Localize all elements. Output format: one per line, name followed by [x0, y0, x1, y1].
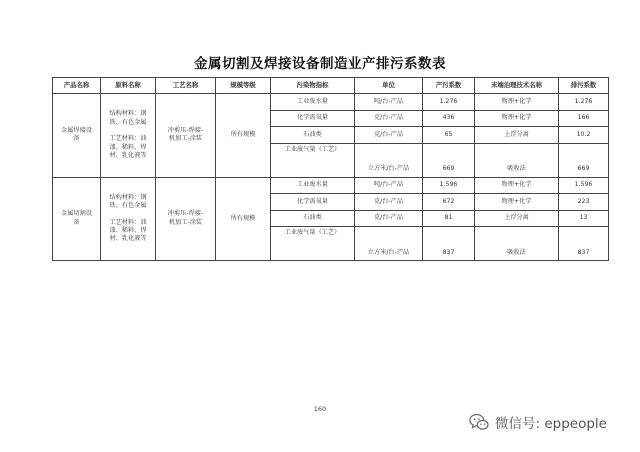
pollutant-cell: 工业废水量 [271, 94, 355, 111]
unit-cell: 克/台-产品 [355, 210, 423, 227]
unit-cell: 克/台-产品 [355, 127, 423, 144]
treatment-cell: 上浮分离 [475, 210, 559, 227]
watermark-text: 微信号: eppeople [495, 416, 607, 432]
emit-coef-cell: 13 [559, 210, 609, 227]
emit-coef-cell: 10.2 [559, 127, 609, 144]
produce-coef-cell: 81 [423, 210, 475, 227]
header-material: 原料名称 [101, 78, 156, 94]
scale-cell: 所有规模 [216, 177, 271, 261]
material-cell: 结构材料：钢 铁、有色金属 工艺材料：油 漆、稀料、焊 材、乳化液等 [101, 177, 156, 261]
header-unit: 单位 [355, 78, 423, 94]
unit-cell: 立方米/台-产品 [355, 227, 423, 261]
produce-coef-cell: 1.596 [423, 177, 475, 194]
treatment-cell: 物理+化学 [475, 110, 559, 127]
unit-cell: 吨/台-产品 [355, 94, 423, 111]
treatment-cell: 上浮分离 [475, 127, 559, 144]
pollutant-cell: 化学需氧量 [271, 110, 355, 127]
emit-coef-cell: 669 [559, 143, 609, 177]
product-cell: 金属焊接设 备 [53, 94, 101, 178]
treatment-cell: 吸收法 [475, 227, 559, 261]
page-number: 160 [313, 405, 327, 413]
produce-coef-cell: 1.276 [423, 94, 475, 111]
emit-coef-cell: 166 [559, 110, 609, 127]
scale-cell: 所有规模 [216, 94, 271, 178]
emit-coef-cell: 837 [559, 227, 609, 261]
emit-coef-cell: 223 [559, 194, 609, 211]
treatment-cell: 物理+化学 [475, 194, 559, 211]
emit-coef-cell: 1.596 [559, 177, 609, 194]
pollutant-cell: 工业废气量（工艺） [271, 227, 355, 261]
header-produce-coef: 产污系数 [423, 78, 475, 94]
pollutant-cell: 石油类 [271, 210, 355, 227]
emit-coef-cell: 1.276 [559, 94, 609, 111]
treatment-cell: 物理+化学 [475, 177, 559, 194]
table-row [53, 94, 609, 111]
header-treatment: 末端治理技术名称 [475, 78, 559, 94]
treatment-cell: 吸收法 [475, 143, 559, 177]
produce-coef-cell: 669 [423, 143, 475, 177]
unit-cell: 立方米/台-产品 [355, 143, 423, 177]
header-pollutant: 污染物指标 [271, 78, 355, 94]
treatment-cell: 物理+化学 [475, 94, 559, 111]
header-row [53, 78, 609, 94]
pollutant-cell: 化学需氧量 [271, 194, 355, 211]
produce-coef-cell: 672 [423, 194, 475, 211]
header-process: 工艺名称 [156, 78, 216, 94]
header-product: 产品名称 [53, 78, 101, 94]
header-emit-coef: 排污系数 [559, 78, 609, 94]
produce-coef-cell: 65 [423, 127, 475, 144]
process-cell: 冲剪压-焊接- 机加工-涂装 [156, 94, 216, 178]
produce-coef-cell: 436 [423, 110, 475, 127]
coefficient-table [52, 77, 609, 261]
process-cell: 冲剪压-焊接- 机加工-涂装 [156, 177, 216, 261]
produce-coef-cell: 837 [423, 227, 475, 261]
header-scale: 规模等级 [216, 78, 271, 94]
pollutant-cell: 工业废水量 [271, 177, 355, 194]
unit-cell: 克/台-产品 [355, 194, 423, 211]
material-cell: 结构材料：钢 铁、有色金属 工艺材料：油 漆、稀料、焊 材、乳化液等 [101, 94, 156, 178]
product-cell: 金属切割设 备 [53, 177, 101, 261]
pollutant-cell: 石油类 [271, 127, 355, 144]
unit-cell: 吨/台-产品 [355, 177, 423, 194]
page-title: 金属切割及焊接设备制造业产排污系数表 [194, 56, 446, 72]
watermark [468, 410, 607, 434]
unit-cell: 克/台-产品 [355, 110, 423, 127]
pollutant-cell: 工业废气量（工艺） [271, 143, 355, 177]
table-row [53, 177, 609, 194]
wechat-icon [468, 411, 490, 433]
